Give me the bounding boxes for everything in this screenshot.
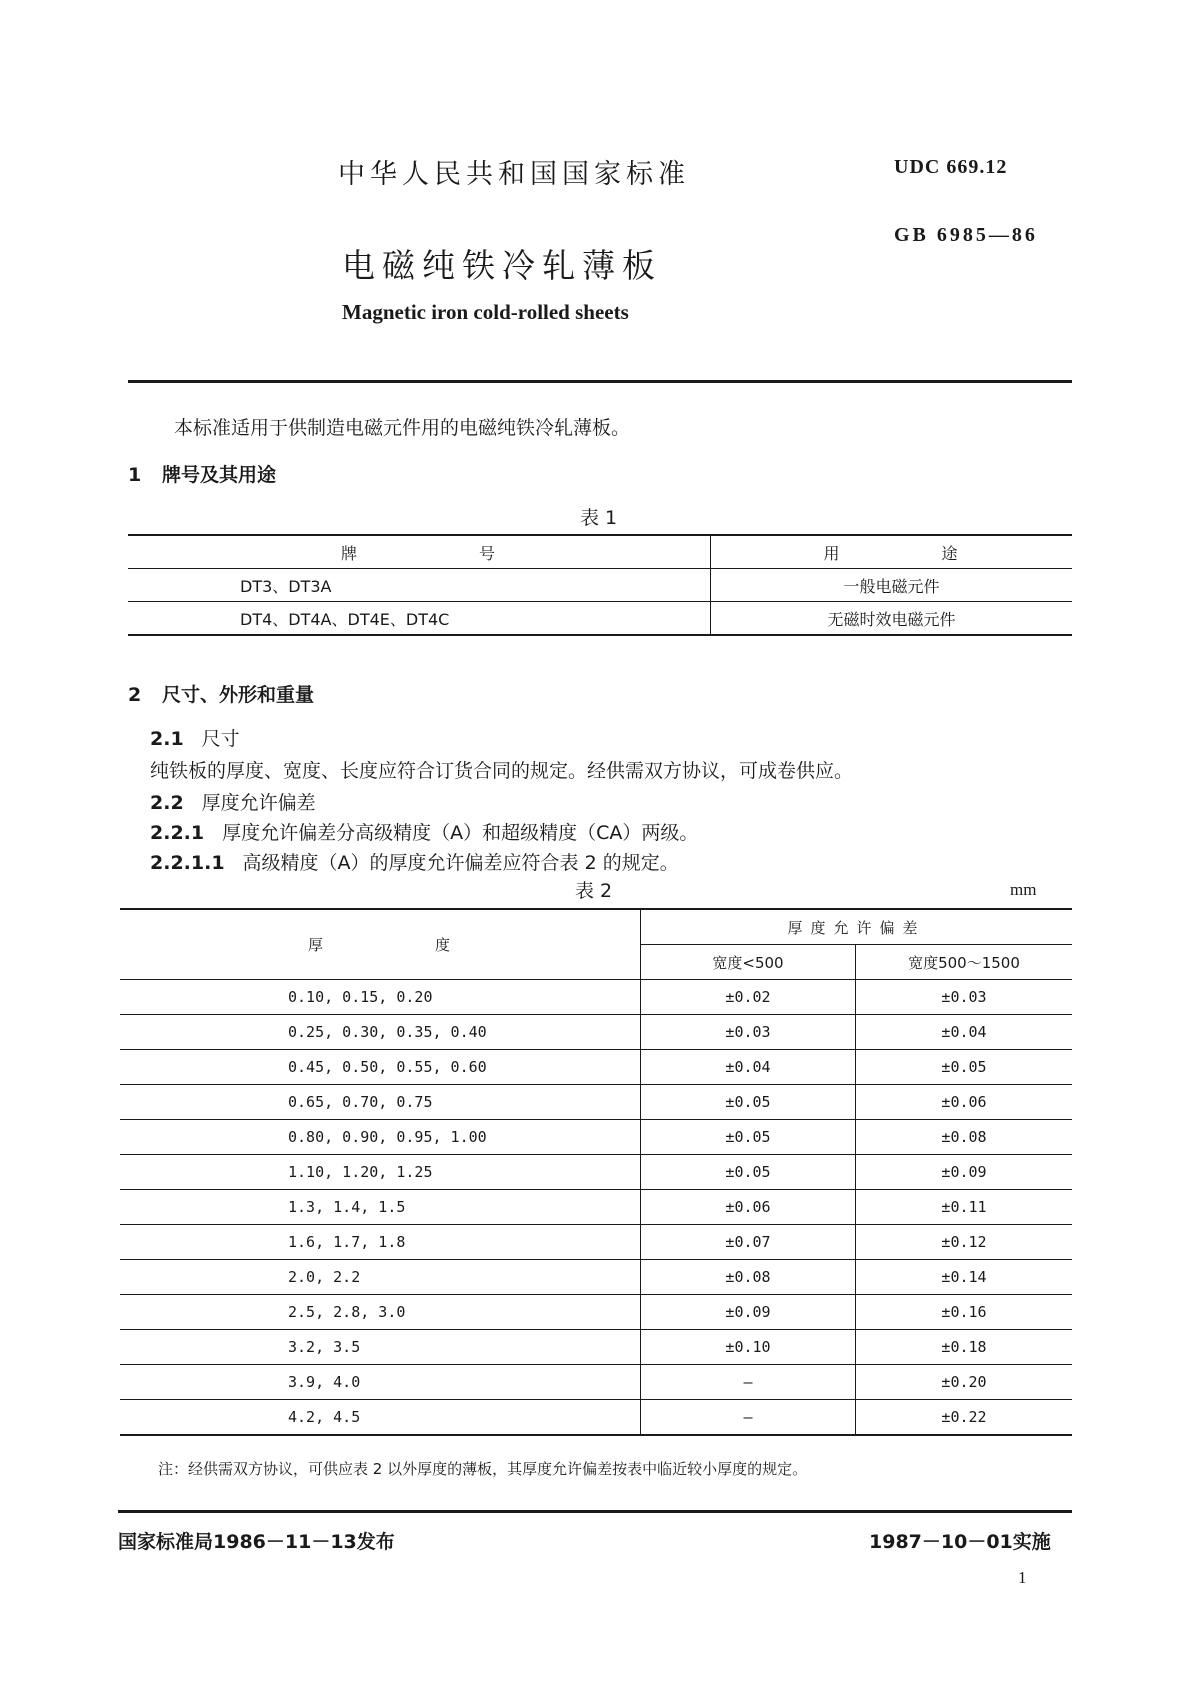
table-2-dev-w2-cell: ±0.09 — [856, 1155, 1073, 1190]
clause-2-2-1: 2.2.1 厚度允许偏差分高级精度（A）和超级精度（CA）两级。 — [150, 822, 699, 844]
table-2-thickness-cell: 1.10, 1.20, 1.25 — [120, 1155, 641, 1190]
table-2-dev-w1-cell: ±0.08 — [641, 1260, 856, 1295]
table-1-usage-cell: 一般电磁元件 — [711, 569, 1073, 602]
section-2-number: 2 — [128, 684, 142, 706]
table-2-thickness-cell: 0.80, 0.90, 0.95, 1.00 — [120, 1120, 641, 1155]
table-row — [120, 1365, 1072, 1400]
table-2-dev-w1-cell: ±0.03 — [641, 1015, 856, 1050]
table-2-dev-w2-cell: ±0.20 — [856, 1365, 1073, 1400]
table-2-dev-w2-cell: ±0.16 — [856, 1295, 1073, 1330]
header-rule — [128, 380, 1072, 383]
table-2-dev-w1-cell: ±0.04 — [641, 1050, 856, 1085]
table-row — [120, 1085, 1072, 1120]
table-2-dev-w1-cell: ±0.05 — [641, 1085, 856, 1120]
section-1-heading — [128, 460, 276, 487]
table-row — [120, 1260, 1072, 1295]
table-2-header-width-lt-500: 宽度<500 — [641, 945, 856, 980]
table-2-dev-w2-cell: ±0.14 — [856, 1260, 1073, 1295]
table-2-thickness-cell: 0.45, 0.50, 0.55, 0.60 — [120, 1050, 641, 1085]
intro-paragraph: 本标准适用于供制造电磁元件用的电磁纯铁冷轧薄板。 — [174, 417, 631, 439]
table-2-thickness-cell: 0.10, 0.15, 0.20 — [120, 980, 641, 1015]
table-2-dev-w1-cell: ±0.10 — [641, 1330, 856, 1365]
table-2-unit: mm — [1010, 880, 1037, 899]
clause-2-1-heading: 2.1 尺寸 — [150, 728, 240, 750]
table-2-dev-w2-cell: ±0.04 — [856, 1015, 1073, 1050]
table-row — [128, 569, 1072, 602]
clause-2-2-heading: 2.2 厚度允许偏差 — [150, 792, 316, 814]
table-2-dev-w1-cell: ±0.06 — [641, 1190, 856, 1225]
page-number: 1 — [1018, 1568, 1027, 1587]
table-2-dev-w1-cell: ±0.05 — [641, 1155, 856, 1190]
table-2-dev-w1-cell: — — [641, 1365, 856, 1400]
table-2-thickness-cell: 4.2, 4.5 — [120, 1400, 641, 1436]
table-2-body — [120, 980, 1072, 1436]
table-1-header-grade: 牌 号 — [128, 535, 711, 569]
section-2-heading — [128, 680, 314, 707]
section-2-title: 尺寸、外形和重量 — [162, 684, 315, 706]
clause-2-1-body: 纯铁板的厚度、宽度、长度应符合订货合同的规定。经供需双方协议，可成卷供应。 — [150, 760, 854, 782]
table-row — [120, 1190, 1072, 1225]
table-row — [120, 1015, 1072, 1050]
table-1-grade-cell: DT3、DT3A — [128, 569, 711, 602]
table-2-thickness-cell: 0.65, 0.70, 0.75 — [120, 1085, 641, 1120]
table-1-caption: 表 1 — [580, 507, 618, 529]
table-1 — [128, 534, 1072, 636]
table-2-dev-w2-cell: ±0.22 — [856, 1400, 1073, 1436]
table-2-header-width-500-1500: 宽度500～1500 — [856, 945, 1073, 980]
table-2-dev-w1-cell: ±0.02 — [641, 980, 856, 1015]
table-2-dev-w2-cell: ±0.05 — [856, 1050, 1073, 1085]
document-title-cn: 电磁纯铁冷轧薄板 — [342, 246, 662, 285]
document-title-en: Magnetic iron cold-rolled sheets — [342, 300, 629, 324]
table-row — [120, 1295, 1072, 1330]
table-2-dev-w1-cell: — — [641, 1400, 856, 1436]
table-2-thickness-cell: 0.25, 0.30, 0.35, 0.40 — [120, 1015, 641, 1050]
table-2-thickness-cell: 1.6, 1.7, 1.8 — [120, 1225, 641, 1260]
table-1-grade-cell: DT4、DT4A、DT4E、DT4C — [128, 602, 711, 636]
table-2-dev-w2-cell: ±0.06 — [856, 1085, 1073, 1120]
table-2-caption: 表 2 — [575, 880, 613, 902]
table-2-dev-w2-cell: ±0.11 — [856, 1190, 1073, 1225]
table-row — [120, 1400, 1072, 1436]
table-2-dev-w1-cell: ±0.09 — [641, 1295, 856, 1330]
table-row — [120, 1155, 1072, 1190]
issued-date: 国家标准局1986－11－13发布 — [118, 1531, 395, 1553]
clause-2-2-1-1: 2.2.1.1 高级精度（A）的厚度允许偏差应符合表 2 的规定。 — [150, 852, 679, 874]
table-2-dev-w1-cell: ±0.05 — [641, 1120, 856, 1155]
table-row — [120, 980, 1072, 1015]
table-2-dev-w2-cell: ±0.12 — [856, 1225, 1073, 1260]
standard-header: 中华人民共和国国家标准 — [338, 159, 690, 190]
udc-code: UDC 669.12 — [894, 156, 1008, 178]
table-2-header-row-1 — [120, 909, 1072, 945]
table-row — [128, 602, 1072, 636]
table-2-thickness-cell: 3.9, 4.0 — [120, 1365, 641, 1400]
gb-number: GB 6985—86 — [894, 224, 1038, 246]
table-2-dev-w2-cell: ±0.03 — [856, 980, 1073, 1015]
section-1-number: 1 — [128, 464, 142, 486]
section-1-title: 牌号及其用途 — [162, 464, 277, 486]
table-2-thickness-cell: 2.5, 2.8, 3.0 — [120, 1295, 641, 1330]
table-2-thickness-cell: 2.0, 2.2 — [120, 1260, 641, 1295]
table-2 — [120, 908, 1072, 1436]
table-2-dev-w2-cell: ±0.08 — [856, 1120, 1073, 1155]
table-2-thickness-cell: 3.2, 3.5 — [120, 1330, 641, 1365]
table-row — [120, 1225, 1072, 1260]
table-1-header-usage: 用 途 — [711, 535, 1073, 569]
table-row — [120, 1330, 1072, 1365]
table-2-header-thickness: 厚 度 — [120, 909, 641, 980]
table-row — [120, 1120, 1072, 1155]
effective-date: 1987－10－01实施 — [869, 1531, 1051, 1553]
table-2-thickness-cell: 1.3, 1.4, 1.5 — [120, 1190, 641, 1225]
table-2-header-deviation: 厚度允许偏差 — [641, 909, 1073, 945]
table-1-header-row — [128, 535, 1072, 569]
footer-rule — [118, 1510, 1072, 1513]
table-row — [120, 1050, 1072, 1085]
table-2-dev-w2-cell: ±0.18 — [856, 1330, 1073, 1365]
table-1-usage-cell: 无磁时效电磁元件 — [711, 602, 1073, 636]
table-2-note: 注：经供需双方协议，可供应表 2 以外厚度的薄板，其厚度允许偏差按表中临近较小厚度的规定。 — [158, 1460, 808, 1478]
table-2-dev-w1-cell: ±0.07 — [641, 1225, 856, 1260]
